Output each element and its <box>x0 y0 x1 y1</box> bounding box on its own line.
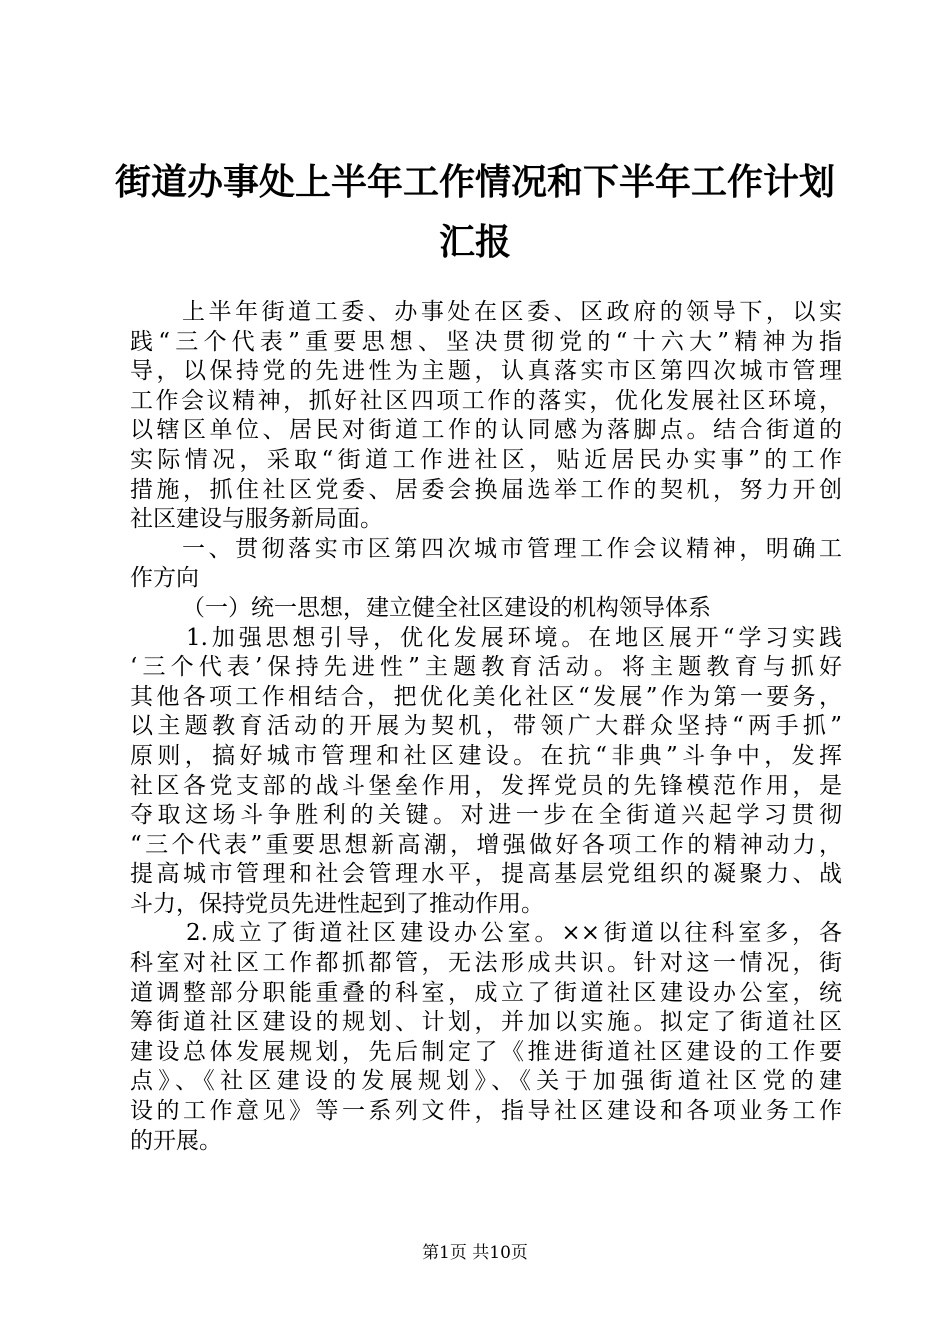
section-heading-line: 一、贯彻落实市区第四次城市管理工作会议精神，明确工 <box>182 535 842 562</box>
subsection-heading: （一）统一思想，建立健全社区建设的机构领导体系 <box>182 594 711 621</box>
text-line: 社区建设与服务新局面。 <box>130 506 383 533</box>
document-body <box>130 298 842 1156</box>
text-line: 的开展。 <box>130 1127 222 1154</box>
text-line: 夺取这场斗争胜利的关键。对进一步在全街道兴起学习贯彻 <box>130 802 842 829</box>
text-line: “三个代表”重要思想新高潮，增强做好各项工作的精神动力， <box>130 831 842 858</box>
text-line: 科室对社区工作都抓都管，无法形成共识。针对这一情况，街 <box>130 950 842 977</box>
text-line: 提高城市管理和社会管理水平，提高基层党组织的凝聚力、战 <box>130 861 842 888</box>
text-line: 实际情况，采取“街道工作进社区，贴近居民办实事”的工作 <box>130 446 842 473</box>
text-line: 建设总体发展规划，先后制定了《推进街道社区建设的工作要 <box>130 1038 842 1065</box>
text-line: 其他各项工作相结合，把优化美化社区“发展”作为第一要务， <box>130 683 842 710</box>
text-line: 点》、《社区建设的发展规划》、《关于加强街道社区党的建 <box>130 1068 842 1095</box>
text-line: 社区各党支部的战斗堡垒作用，发挥党员的先锋模范作用，是 <box>130 772 842 799</box>
text-line: 上半年街道工委、办事处在区委、区政府的领导下，以实 <box>182 299 842 325</box>
text-line: 以主题教育活动的开展为契机，带领广大群众坚持“两手抓” <box>130 713 842 740</box>
page-indicator: 第1页 共10页 <box>422 1243 528 1263</box>
text-line: 设的工作意见》等一系列文件，指导社区建设和各项业务工作 <box>130 1098 842 1125</box>
text-line: 践“三个代表”重要思想、坚决贯彻党的“十六大”精神为指 <box>130 328 842 355</box>
text-line: 斗力，保持党员先进性起到了推动作用。 <box>130 890 544 917</box>
text-line: 筹街道社区建设的规划、计划，并加以实施。拟定了街道社区 <box>130 1009 842 1036</box>
text-line: 原则，搞好城市管理和社区建设。在抗“非典”斗争中，发挥 <box>130 742 842 769</box>
text-line: 道调整部分职能重叠的科室，成立了街道社区建设办公室，统 <box>130 979 842 1006</box>
document-title-line-2: 汇报 <box>438 222 511 263</box>
text-line: 措施，抓住社区党委、居委会换届选举工作的契机，努力开创 <box>130 476 842 503</box>
document-title-line-1: 街道办事处上半年工作情况和下半年工作计划 <box>114 162 835 203</box>
section-heading-line: 作方向 <box>130 565 199 592</box>
text-line: 导，以保持党的先进性为主题，认真落实市区第四次城市管理 <box>130 358 842 385</box>
text-line: 1.加强思想引导，优化发展环境。在地区展开“学习实践 <box>186 624 842 651</box>
text-line: ‘三个代表’保持先进性”主题教育活动。将主题教育与抓好 <box>130 654 842 681</box>
text-line: 工作会议精神，抓好社区四项工作的落实，优化发展社区环境， <box>130 387 842 414</box>
text-line: 2.成立了街道社区建设办公室。××街道以往科室多，各 <box>186 920 842 947</box>
text-line: 以辖区单位、居民对街道工作的认同感为落脚点。结合街道的 <box>130 417 842 444</box>
